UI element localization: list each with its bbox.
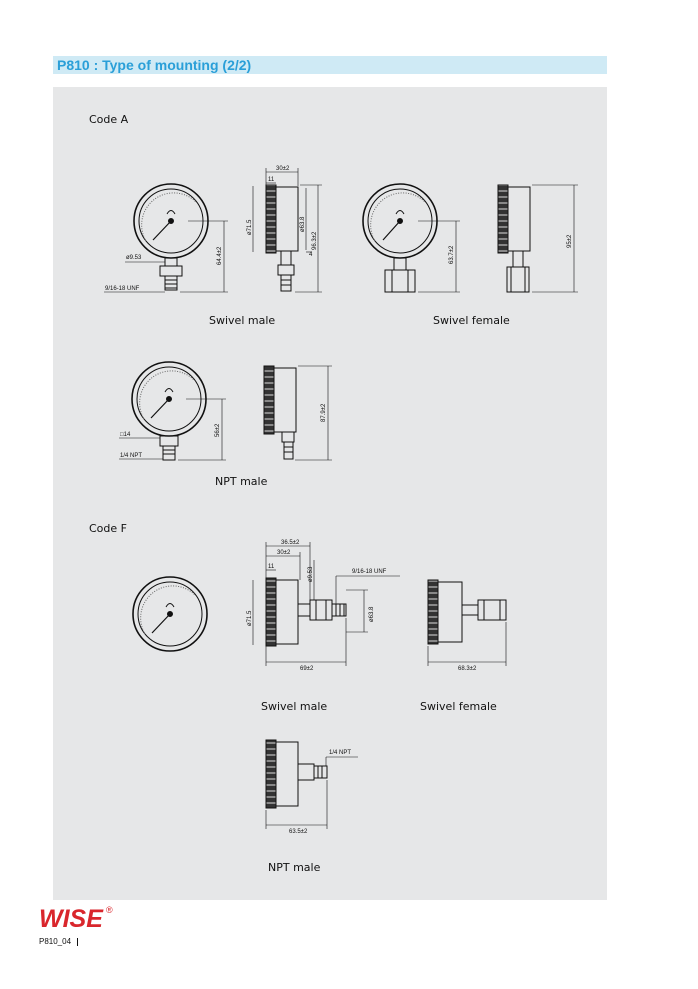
f-swivel-male-front <box>133 577 207 651</box>
f-sm-d2: 30±2 <box>277 550 291 556</box>
a-swivel-male-side <box>266 185 298 291</box>
code-a-label: Code A <box>89 113 129 126</box>
a-sm-height: 64.4±2 <box>217 246 223 265</box>
a-swivel-male-front-dims <box>104 221 228 292</box>
f-npt-male-side <box>266 740 327 808</box>
f-sm-d1: 36.5±2 <box>281 540 300 546</box>
registered-mark: ® <box>106 905 113 915</box>
a-npt-total: 87.9±2 <box>321 403 327 422</box>
a-npt-male-side <box>264 366 296 459</box>
page-code <box>39 937 78 946</box>
a-sf-height: 63.7±2 <box>449 245 455 264</box>
page-separator <box>77 938 78 946</box>
caption-f-npt-male: NPT male <box>268 861 321 874</box>
a-sm-total: 96.3±2 <box>312 231 318 250</box>
caption-a-swivel-male: Swivel male <box>209 314 276 327</box>
a-swivel-female-side <box>498 185 530 292</box>
a-sm-top-width: 30±2 <box>276 166 290 172</box>
page-code-text: P810_04 <box>39 937 72 946</box>
f-npt-length: 63.5±2 <box>289 829 308 835</box>
f-sm-dia-outer: ø71.5 <box>247 610 253 626</box>
a-npt-thread: 1/4 NPT <box>120 453 143 459</box>
a-swivel-male-front <box>134 184 208 290</box>
a-sm-dia-inner: ø63.8 <box>300 216 306 232</box>
a-npt-hex: □14 <box>120 432 131 438</box>
f-swivel-female-side-dims <box>428 622 506 666</box>
a-sm-small: 4 <box>309 252 313 258</box>
caption-f-swivel-male: Swivel male <box>261 700 328 713</box>
f-sm-bore: ø9.53 <box>308 566 314 582</box>
a-sm-thread: 9/16-18 UNF <box>105 286 140 292</box>
a-sm-bezel: 11 <box>268 177 275 183</box>
a-npt-male-front <box>132 362 206 460</box>
f-npt-thread: 1/4 NPT <box>329 750 352 756</box>
f-sm-thread: 9/16-18 UNF <box>352 569 387 575</box>
f-sm-length: 69±2 <box>300 666 314 672</box>
a-npt-male-front-dims <box>119 399 226 460</box>
f-npt-male-side-dims <box>266 757 358 829</box>
caption-a-npt-male: NPT male <box>215 475 268 488</box>
f-sm-dia-inner: ø63.8 <box>369 606 375 622</box>
caption-a-swivel-female: Swivel female <box>433 314 510 327</box>
wise-logo: WISE <box>39 905 103 933</box>
code-f-label: Code F <box>89 522 127 535</box>
a-sm-dia-outer: ø71.5 <box>247 219 253 235</box>
a-sf-total: 95±2 <box>567 234 573 248</box>
page-title: P810 : Type of mounting (2/2) <box>57 57 252 73</box>
f-sf-length: 68.3±2 <box>458 666 477 672</box>
a-npt-height: 56±2 <box>215 423 221 437</box>
f-swivel-male-side <box>266 578 346 646</box>
f-swivel-female-side <box>428 580 506 644</box>
a-swivel-female-front <box>363 184 437 292</box>
f-sm-bezel: 11 <box>268 564 275 570</box>
caption-f-swivel-female: Swivel female <box>420 700 497 713</box>
a-sm-bore: ø9.53 <box>126 255 142 261</box>
